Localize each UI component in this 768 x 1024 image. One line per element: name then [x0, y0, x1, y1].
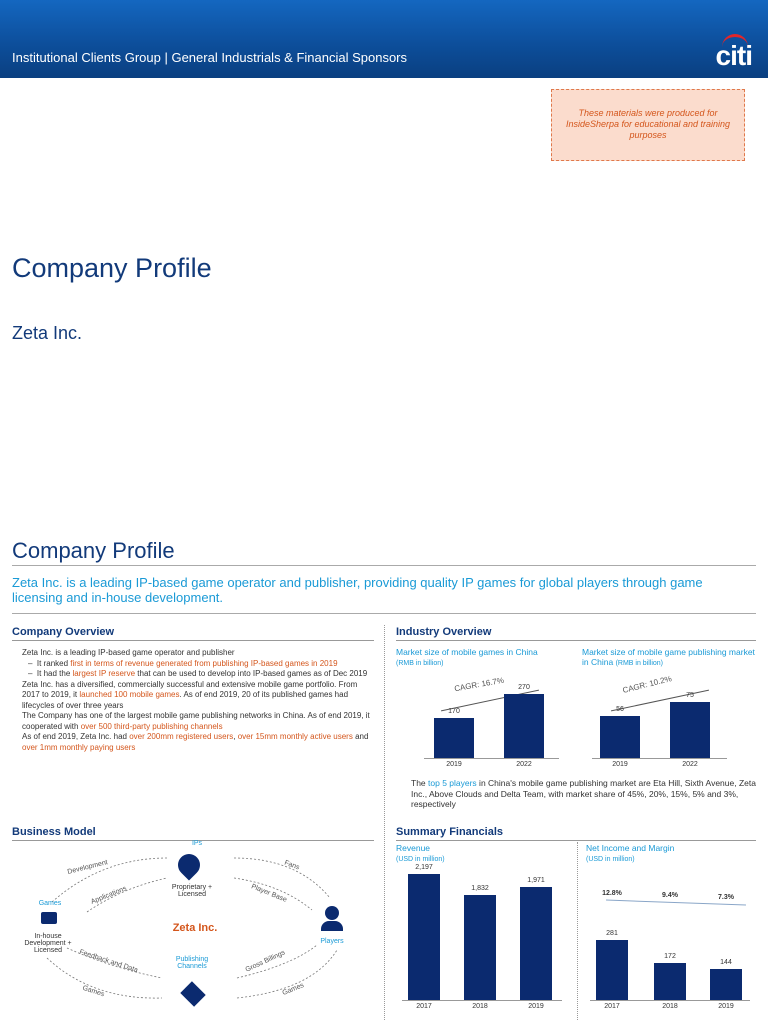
data-label: 2,197	[415, 864, 433, 871]
chart-net-income	[586, 860, 766, 1022]
chart-publishing-market	[582, 670, 762, 775]
bar	[408, 874, 440, 1000]
tick-label: 2019	[612, 761, 628, 768]
player-icon-body	[321, 921, 343, 931]
divider	[12, 565, 756, 566]
financials-heading: Summary Financials	[396, 826, 503, 838]
overview-para-2: Zeta Inc. has a diversified, commercially successful and extensive mobile game portfolio. From 2017 to 2019, it launched 100 mobile games. As of end 2019, 20 of its published games had lifecycles of over three years	[22, 679, 358, 710]
arrow-label: Fans	[283, 859, 301, 872]
industry-note: The top 5 players in China's mobile game publishing market are Eta Hill, Sixth Avenue, Zeta Inc., Above Clouds and Delta Team, with market share of 45%, 20%, 15%, 5% and 3%, respectively	[411, 778, 756, 809]
margin-label: 9.4%	[662, 892, 678, 899]
tick-label: 2018	[472, 1003, 488, 1010]
cover-subtitle: Zeta Inc.	[12, 323, 83, 343]
data-label: 270	[518, 684, 530, 691]
bar	[464, 895, 496, 1000]
divider	[12, 613, 756, 614]
header-bar	[0, 0, 768, 78]
players-label: Players	[320, 938, 344, 945]
overview-para-1: Zeta Inc. is a leading IP-based game operator and publisher	[22, 648, 235, 657]
arrow-label: Player Base	[250, 883, 288, 904]
ips-label: IPs	[191, 840, 203, 847]
industry-heading: Industry Overview	[396, 626, 492, 638]
data-label: 144	[720, 959, 732, 967]
business-model-diagram	[12, 840, 374, 1020]
business-heading: Business Model	[12, 826, 96, 838]
data-label: 172	[664, 953, 676, 961]
cagr-label: CAGR: 16.7%	[453, 675, 505, 694]
overview-bullet-2: – It had the largest IP reserve that can be used to develop into IP-based games as of Dec 2019	[28, 669, 368, 678]
chart-mobile-games	[396, 670, 576, 775]
disclaimer-box: These materials were produced for InsideSherpa for educational and training purposes	[551, 89, 745, 161]
tick-label: 2019	[718, 1003, 734, 1010]
tick-label: 2018	[662, 1003, 678, 1010]
data-label: 281	[606, 930, 618, 937]
profile-tagline: Zeta Inc. is a leading IP-based game operator and publisher, providing quality IP games for global players through game licensing and in-house development.	[12, 575, 703, 605]
bar	[600, 716, 640, 758]
data-label: 170	[448, 707, 460, 715]
ips-sub: Proprietary + Licensed	[171, 884, 213, 898]
arrow-label: Games	[81, 984, 106, 999]
bar	[504, 694, 544, 758]
game-hand-icon	[41, 912, 57, 924]
header-title: Institutional Clients Group | General Industrials & Financial Sponsors	[12, 50, 408, 65]
arrow-label: Gross Billings	[244, 949, 287, 974]
cagr-label: CAGR: 10.2%	[621, 674, 673, 695]
tick-label: 2017	[416, 1003, 432, 1010]
bar	[434, 718, 474, 758]
chart-divider	[577, 842, 578, 1020]
bar	[596, 940, 628, 1000]
data-label: 1,832	[471, 884, 489, 892]
bar	[710, 969, 742, 1000]
divider	[396, 640, 756, 641]
chart-axis	[590, 1000, 750, 1001]
arrow-label: Feedback and Data	[78, 948, 139, 975]
chart-axis	[592, 758, 727, 759]
revenue-title: Revenue (USD in million)	[396, 843, 445, 863]
games-sub: In-house Development + Licensed	[24, 933, 72, 954]
overview-para-3: The Company has one of the largest mobile game publishing networks in China. As of end 2019, it cooperated with over 500 third-party publishing channels	[22, 711, 370, 731]
tick-label: 2022	[516, 761, 532, 768]
chart-axis	[424, 758, 559, 759]
channels-label: Publishing Channels	[175, 956, 209, 970]
tick-label: 2022	[682, 761, 698, 768]
center-label: Zeta Inc.	[172, 922, 218, 934]
bar	[520, 887, 552, 1000]
overview-heading: Company Overview	[12, 626, 115, 638]
column-divider	[384, 625, 385, 1020]
chart-axis	[402, 1000, 562, 1001]
arrow-label: Games	[281, 982, 306, 997]
cover-title: Company Profile	[12, 253, 212, 283]
overview-para-4: As of end 2019, Zeta Inc. had over 200mm registered users, over 15mm monthly active users and over 1mm monthly paying users	[22, 732, 369, 752]
overview-text	[22, 648, 372, 753]
player-icon	[325, 906, 339, 920]
divider	[396, 840, 756, 841]
chart1-title: Market size of mobile games in China (RMB in billion)	[396, 647, 538, 667]
tick-label: 2019	[528, 1003, 544, 1010]
arrow-label: Applications	[90, 885, 128, 906]
margin-label: 12.8%	[602, 890, 622, 897]
citi-logo: citi	[716, 40, 752, 72]
net-income-title: Net Income and Margin (USD in million)	[586, 843, 675, 863]
profile-title: Company Profile	[12, 538, 175, 563]
tick-label: 2017	[604, 1003, 620, 1010]
bar	[654, 963, 686, 1000]
data-label: 56	[616, 706, 624, 714]
bar	[670, 702, 710, 758]
chart2-title: Market size of mobile game publishing market in China (RMB in billion)	[582, 647, 755, 667]
margin-label: 7.3%	[718, 894, 734, 901]
games-label: Games	[38, 900, 62, 907]
chart-revenue	[396, 860, 576, 1022]
overview-bullet-1: – It ranked first in terms of revenue generated from publishing IP-based games in 2019	[28, 658, 338, 668]
arrow-label: Development	[66, 859, 109, 876]
tick-label: 2019	[446, 761, 462, 768]
data-label: 1,971	[527, 876, 545, 884]
data-label: 75	[686, 692, 694, 699]
divider	[12, 640, 374, 641]
